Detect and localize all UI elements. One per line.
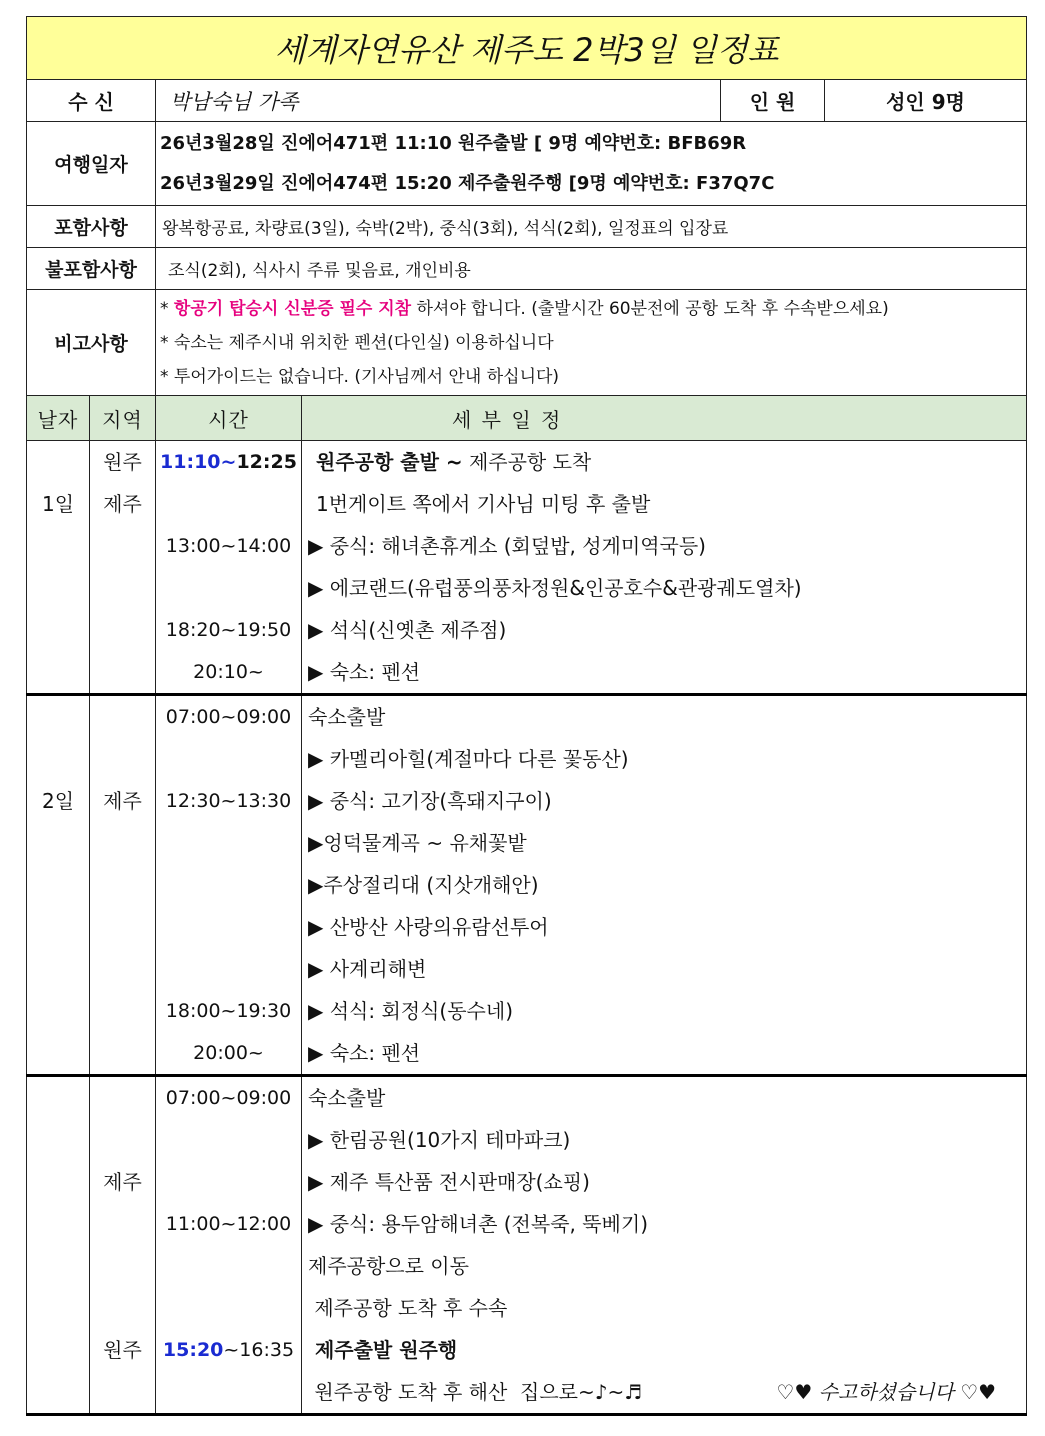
day1-area	[90, 441, 156, 695]
day2-detail-1: 숙소출발	[308, 705, 386, 729]
recipient-label: 수 신	[27, 80, 156, 122]
day3-area-1: 제주	[103, 1170, 142, 1194]
signoff-text: ♡♥ 수고하셨습니다 ♡♥	[776, 1380, 997, 1404]
travel-date-cell	[156, 122, 1027, 206]
day3-detail-5: 제주공항으로 이동	[308, 1254, 469, 1278]
day3-detail-8-text: 원주공항 도착 후 해산 집으로~♪~♬	[308, 1380, 643, 1404]
excluded-value: 조식(2회), 식사시 주류 및음료, 개인비용	[156, 248, 1027, 290]
remarks-cell	[156, 290, 1027, 396]
day3-detail-8	[308, 1371, 1026, 1413]
included-value: 왕복항공료, 차량료(3일), 숙박(2박), 중식(3회), 석식(2회), 일정표의 입장료	[156, 206, 1027, 248]
day2-detail-3: ▶ 중식: 고기장(흑돼지구이)	[308, 789, 552, 813]
day3-area	[90, 1076, 156, 1415]
day2-times: 07:00~09:00 12:30~13:30 18:00~19:30 20:00~	[156, 695, 302, 1076]
day3-detail-4: ▶ 중식: 용두암해녀촌 (전복죽, 뚝베기)	[308, 1212, 648, 1236]
day1-area-1: 원주	[103, 450, 142, 474]
remark-bullet: *	[160, 298, 174, 319]
day3-details	[302, 1076, 1027, 1415]
day2-label: 2일	[27, 695, 90, 1076]
day3-detail-1: 숙소출발	[308, 1086, 386, 1110]
itinerary-table	[26, 16, 1027, 1416]
day1-detail-6: ▶ 숙소: 펜션	[308, 660, 421, 684]
people-label: 인 원	[721, 80, 825, 122]
remark-highlight: 항공기 탑승시 신분증 필수 지참	[173, 298, 412, 319]
day1-detail-5: ▶ 석식(신옛촌 제주점)	[308, 618, 507, 642]
remark-line-1	[160, 292, 1026, 326]
flight-return: 26년3월29일 진에어474편 15:20 제주출원주행 [9명 예약번호: F37Q7C	[160, 172, 775, 194]
travel-date-label: 여행일자	[27, 122, 156, 206]
day3-detail-6: 제주공항 도착 후 수속	[308, 1296, 508, 1320]
header-detail: 세 부 일 정	[302, 396, 1027, 441]
day1-times: 11:10~12:25 13:00~14:00 18:20~19:50 20:10~	[156, 441, 302, 695]
day3-label	[27, 1076, 90, 1415]
day1-time-flight: 11:10~12:25	[160, 451, 297, 473]
day3-detail-3: ▶ 제주 특산품 전시판매장(쇼핑)	[308, 1170, 590, 1194]
day2-detail-4: ▶엉덕물계곡 ~ 유채꽃밭	[308, 831, 527, 855]
day2-detail-8: ▶ 석식: 회정식(동수네)	[308, 999, 513, 1023]
day2-details	[302, 695, 1027, 1076]
header-time: 시간	[156, 396, 302, 441]
recipient-value: 박남숙님 가족	[156, 80, 721, 122]
day1-detail-1: 원주공항 출발 ~ 제주공항 도착	[316, 450, 592, 474]
day1-detail-4: ▶ 에코랜드(유럽풍의풍차정원&인공호수&관광궤도열차)	[308, 576, 802, 600]
day1-label: 1일	[27, 441, 90, 695]
day3-detail-7: 제주출발 원주행	[308, 1338, 458, 1362]
day1-detail-3: ▶ 중식: 해녀촌휴게소 (회덮밥, 성게미역국등)	[308, 534, 706, 558]
people-value: 성인 9명	[825, 80, 1027, 122]
day3-area-2: 원주	[103, 1338, 142, 1362]
remark-line-2: * 숙소는 제주시내 위치한 펜션(다인실) 이용하십니다	[160, 332, 554, 353]
day3-times: 07:00~09:00 11:00~12:00 15:20~16:35	[156, 1076, 302, 1415]
page-title: 세계자연유산 제주도 2박3일 일정표	[27, 17, 1027, 80]
day2-detail-7: ▶ 사계리해변	[308, 957, 427, 981]
day2-detail-2: ▶ 카멜리아힐(계절마다 다른 꽃동산)	[308, 747, 629, 771]
included-label: 포함사항	[27, 206, 156, 248]
day3-detail-2: ▶ 한림공원(10가지 테마파크)	[308, 1128, 571, 1152]
header-area: 지역	[90, 396, 156, 441]
remarks-label: 비고사항	[27, 290, 156, 396]
itinerary-sheet	[26, 16, 1026, 1416]
day1-details	[302, 441, 1027, 695]
remark-line-1-rest: 하셔야 합니다. (출발시간 60분전에 공항 도착 후 수속받으세요)	[411, 298, 889, 319]
excluded-label: 불포함사항	[27, 248, 156, 290]
day1-detail-2: 1번게이트 쪽에서 기사님 미팅 후 출발	[316, 492, 651, 516]
day2-detail-5: ▶주상절리대 (지삿개해안)	[308, 873, 539, 897]
day3-time-flight: 15:20~16:35	[162, 1339, 295, 1361]
flight-outbound: 26년3월28일 진에어471편 11:10 원주출발 [ 9명 예약번호: BFB69R	[160, 132, 747, 154]
day1-area-2: 제주	[103, 492, 142, 516]
day2-area: 제주	[90, 695, 156, 1076]
header-day: 날자	[27, 396, 90, 441]
day2-detail-6: ▶ 산방산 사랑의유람선투어	[308, 915, 549, 939]
remark-line-3: * 투어가이드는 없습니다. (기사님께서 안내 하십니다)	[160, 366, 560, 387]
day2-detail-9: ▶ 숙소: 펜션	[308, 1041, 421, 1065]
